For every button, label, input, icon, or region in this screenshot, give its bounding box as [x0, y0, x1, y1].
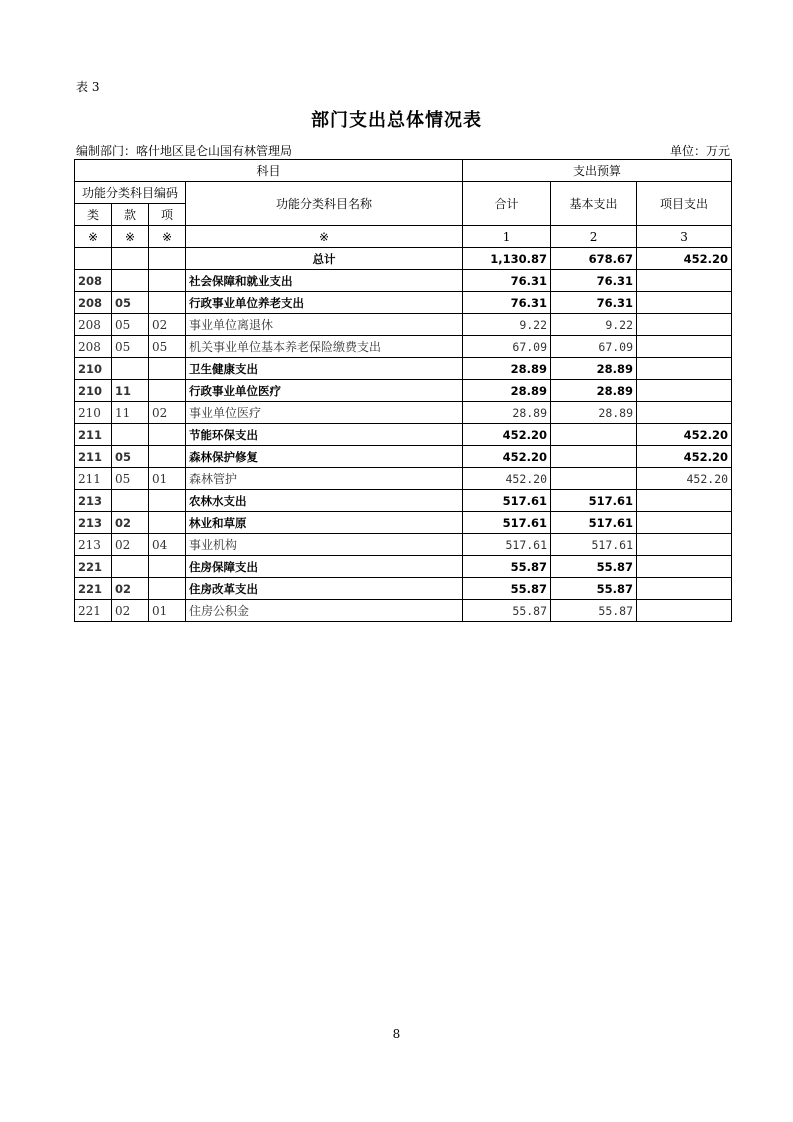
table-row [75, 534, 732, 556]
code-lei: 208 [75, 336, 112, 358]
amount-basic: 28.89 [551, 358, 637, 380]
amount-total: 55.87 [463, 578, 551, 600]
amount-basic: 9.22 [551, 314, 637, 336]
table-row [75, 490, 732, 512]
amount-total: 55.87 [463, 556, 551, 578]
table-row [75, 358, 732, 380]
code-xiang [149, 358, 186, 380]
amount-total: 67.09 [463, 336, 551, 358]
amount-basic: 28.89 [551, 380, 637, 402]
amount-basic: 517.61 [551, 490, 637, 512]
header-total: 合计 [463, 182, 551, 226]
amount-basic [551, 468, 637, 490]
subject-name: 林业和草原 [186, 512, 463, 534]
code-xiang [149, 490, 186, 512]
subject-name: 行政事业单位医疗 [186, 380, 463, 402]
header-row-1 [75, 160, 732, 182]
amount-total: 452.20 [463, 424, 551, 446]
amount-total: 517.61 [463, 512, 551, 534]
mark-cell: ※ [75, 226, 112, 248]
header-basic: 基本支出 [551, 182, 637, 226]
compiling-department: 编制部门：喀什地区昆仑山国有林管理局 [76, 144, 293, 158]
code-kuan [112, 270, 149, 292]
code-lei: 213 [75, 512, 112, 534]
amount-total: 452.20 [463, 446, 551, 468]
amount-project: 452.20 [637, 446, 732, 468]
total-label: 总计 [186, 248, 463, 270]
amount-basic: 55.87 [551, 578, 637, 600]
amount-total: 76.31 [463, 270, 551, 292]
header-code-group: 功能分类科目编码 [75, 182, 186, 204]
table-row [75, 468, 732, 490]
table-row [75, 402, 732, 424]
subject-name: 行政事业单位养老支出 [186, 292, 463, 314]
code-lei: 221 [75, 556, 112, 578]
code-lei: 208 [75, 270, 112, 292]
index-cell: 2 [551, 226, 637, 248]
subject-name: 森林保护修复 [186, 446, 463, 468]
code-xiang: 05 [149, 336, 186, 358]
amount-total: 28.89 [463, 380, 551, 402]
code-lei: 208 [75, 292, 112, 314]
code-lei: 210 [75, 380, 112, 402]
code-lei: 211 [75, 446, 112, 468]
code-lei: 213 [75, 490, 112, 512]
index-cell: 3 [637, 226, 732, 248]
amount-project [637, 600, 732, 622]
code-lei: 210 [75, 358, 112, 380]
expenditure-table [74, 159, 732, 622]
table-row [75, 556, 732, 578]
code-kuan: 11 [112, 402, 149, 424]
subject-name: 事业单位离退休 [186, 314, 463, 336]
code-xiang [149, 578, 186, 600]
code-xiang [149, 270, 186, 292]
code-lei: 208 [75, 314, 112, 336]
amount-project: 452.20 [637, 424, 732, 446]
code-xiang [149, 512, 186, 534]
code-kuan [112, 424, 149, 446]
amount-basic: 517.61 [551, 534, 637, 556]
code-xiang: 02 [149, 314, 186, 336]
total-basic: 678.67 [551, 248, 637, 270]
subject-name: 住房保障支出 [186, 556, 463, 578]
header-name: 功能分类科目名称 [186, 182, 463, 226]
table-row [75, 380, 732, 402]
meta-line [76, 142, 730, 159]
header-subject: 科目 [75, 160, 463, 182]
code-kuan [112, 490, 149, 512]
code-xiang [149, 446, 186, 468]
subject-name: 事业单位医疗 [186, 402, 463, 424]
header-budget: 支出预算 [463, 160, 732, 182]
amount-project [637, 314, 732, 336]
amount-total: 9.22 [463, 314, 551, 336]
header-row-index [75, 226, 732, 248]
amount-total: 517.61 [463, 490, 551, 512]
header-project: 项目支出 [637, 182, 732, 226]
code-lei: 211 [75, 468, 112, 490]
amount-total: 55.87 [463, 600, 551, 622]
code-lei: 221 [75, 600, 112, 622]
subject-name: 机关事业单位基本养老保险缴费支出 [186, 336, 463, 358]
code-kuan: 02 [112, 512, 149, 534]
code-lei: 213 [75, 534, 112, 556]
amount-total: 28.89 [463, 358, 551, 380]
code-xiang: 04 [149, 534, 186, 556]
mark-cell: ※ [149, 226, 186, 248]
table-row [75, 270, 732, 292]
unit-label: 单位：万元 [669, 144, 730, 158]
code-xiang [149, 380, 186, 402]
table-row [75, 578, 732, 600]
code-xiang: 01 [149, 468, 186, 490]
amount-project [637, 512, 732, 534]
amount-project [637, 578, 732, 600]
amount-total: 452.20 [463, 468, 551, 490]
code-lei: 221 [75, 578, 112, 600]
amount-basic: 517.61 [551, 512, 637, 534]
header-kuan: 款 [112, 204, 149, 226]
code-lei: 211 [75, 424, 112, 446]
amount-project [637, 534, 732, 556]
code-kuan: 05 [112, 314, 149, 336]
amount-project [637, 380, 732, 402]
amount-basic: 76.31 [551, 292, 637, 314]
total-sum: 1,130.87 [463, 248, 551, 270]
subject-name: 住房改革支出 [186, 578, 463, 600]
subject-name: 住房公积金 [186, 600, 463, 622]
amount-basic: 55.87 [551, 556, 637, 578]
code-kuan: 02 [112, 578, 149, 600]
code-xiang: 02 [149, 402, 186, 424]
amount-total: 517.61 [463, 534, 551, 556]
total-project: 452.20 [637, 248, 732, 270]
subject-name: 卫生健康支出 [186, 358, 463, 380]
code-kuan: 11 [112, 380, 149, 402]
total-row [75, 248, 732, 270]
header-lei: 类 [75, 204, 112, 226]
table-row [75, 446, 732, 468]
amount-project [637, 556, 732, 578]
amount-total: 76.31 [463, 292, 551, 314]
amount-total: 28.89 [463, 402, 551, 424]
mark-cell: ※ [186, 226, 463, 248]
amount-basic [551, 424, 637, 446]
code-kuan [112, 556, 149, 578]
table-row [75, 512, 732, 534]
amount-basic: 67.09 [551, 336, 637, 358]
table-row [75, 336, 732, 358]
subject-name: 节能环保支出 [186, 424, 463, 446]
mark-cell: ※ [112, 226, 149, 248]
code-kuan: 05 [112, 336, 149, 358]
code-xiang [149, 424, 186, 446]
amount-project: 452.20 [637, 468, 732, 490]
subject-name: 社会保障和就业支出 [186, 270, 463, 292]
amount-project [637, 336, 732, 358]
amount-basic: 55.87 [551, 600, 637, 622]
code-kuan: 05 [112, 446, 149, 468]
page-title: 部门支出总体情况表 [311, 110, 482, 131]
index-cell: 1 [463, 226, 551, 248]
code-kuan: 05 [112, 292, 149, 314]
code-kuan: 05 [112, 468, 149, 490]
page-number: 8 [392, 1027, 401, 1041]
table-row [75, 600, 732, 622]
table-number: 表 3 [76, 80, 100, 94]
amount-project [637, 292, 732, 314]
code-kuan: 02 [112, 600, 149, 622]
amount-project [637, 402, 732, 424]
subject-name: 事业机构 [186, 534, 463, 556]
subject-name: 森林管护 [186, 468, 463, 490]
amount-project [637, 490, 732, 512]
code-xiang [149, 556, 186, 578]
header-row-2 [75, 182, 732, 204]
amount-basic: 28.89 [551, 402, 637, 424]
code-xiang [149, 292, 186, 314]
amount-basic: 76.31 [551, 270, 637, 292]
code-kuan: 02 [112, 534, 149, 556]
amount-project [637, 270, 732, 292]
amount-project [637, 358, 732, 380]
amount-basic [551, 446, 637, 468]
table-row [75, 292, 732, 314]
table-row [75, 424, 732, 446]
subject-name: 农林水支出 [186, 490, 463, 512]
code-lei: 210 [75, 402, 112, 424]
header-xiang: 项 [149, 204, 186, 226]
code-kuan [112, 358, 149, 380]
code-xiang: 01 [149, 600, 186, 622]
table-row [75, 314, 732, 336]
